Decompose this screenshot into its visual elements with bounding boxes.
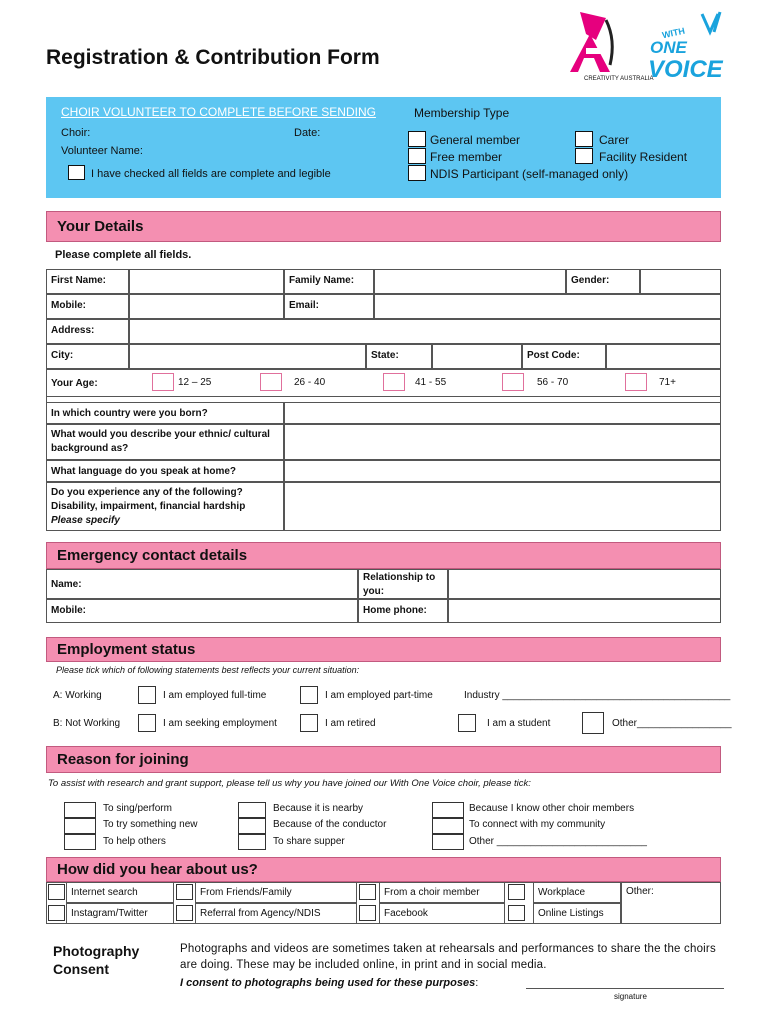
student-label: I am a student (487, 718, 551, 729)
age-12-25-checkbox[interactable] (152, 373, 174, 391)
with-text: WITH (661, 25, 686, 41)
seeking-checkbox[interactable] (138, 714, 156, 732)
age-26-40-checkbox[interactable] (260, 373, 282, 391)
reason-other-checkbox[interactable] (432, 834, 464, 850)
hear-choir-member-checkbox[interactable] (359, 884, 376, 900)
ndis-label: NDIS Participant (self-managed only) (430, 167, 629, 181)
mobile-label: Mobile: (46, 294, 129, 319)
voice-text: VOICE (648, 56, 723, 83)
hear-other-field[interactable]: Other: (621, 882, 721, 924)
bird-icon (696, 10, 736, 50)
age-12-25-label: 12 – 25 (178, 377, 212, 388)
emergency-mobile-label: Mobile: (46, 599, 358, 623)
facility-label: Facility Resident (599, 150, 688, 164)
reason-instruction: To assist with research and grant support, please tell us why you have joined our With One Voice choir, please tick: (48, 778, 531, 789)
please-specify: Please specify (51, 515, 120, 526)
hear-workplace-label: Workplace (533, 882, 621, 903)
employment-other-label: Other_________________ (612, 718, 732, 729)
reason-know-label: Because I know other choir members (469, 803, 635, 814)
reason-try-label: To try something new (103, 819, 198, 830)
reason-conductor-checkbox[interactable] (238, 818, 266, 834)
hear-instagram-label: Instagram/Twitter (66, 903, 174, 924)
state-label: State: (366, 344, 432, 369)
hear-internet-label: Internet search (66, 882, 174, 903)
home-phone-input[interactable] (448, 599, 721, 623)
full-time-checkbox[interactable] (138, 686, 156, 704)
city-input[interactable] (129, 344, 366, 369)
reason-supper-checkbox[interactable] (238, 834, 266, 850)
full-time-label: I am employed full-time (163, 690, 267, 701)
hear-internet-checkbox[interactable] (48, 884, 65, 900)
experience-label: Do you experience any of the following? Disability, impairment, financial hardship (51, 487, 246, 512)
gender-input[interactable] (640, 269, 721, 294)
choir-label: Choir: (61, 127, 91, 139)
photo-heading: Photography Consent (53, 943, 140, 977)
one-text: ONE (650, 38, 687, 57)
free-member-label: Free member (430, 150, 503, 164)
hear-instagram-checkbox[interactable] (48, 905, 65, 921)
email-label: Email: (284, 294, 374, 319)
student-checkbox[interactable] (458, 714, 476, 732)
gender-label: Gender: (566, 269, 640, 294)
logos (566, 10, 746, 92)
employment-heading: Employment status (46, 637, 721, 662)
mobile-input[interactable] (129, 294, 284, 319)
part-time-checkbox[interactable] (300, 686, 318, 704)
retired-checkbox[interactable] (300, 714, 318, 732)
hear-referral-label: Referral from Agency/NDIS (195, 903, 357, 924)
reason-nearby-checkbox[interactable] (238, 802, 266, 818)
not-working-label: B: Not Working (53, 718, 121, 729)
experience-input[interactable] (284, 482, 721, 531)
emergency-name-label: Name: (46, 569, 358, 599)
reason-connect-label: To connect with my community (469, 819, 606, 830)
form-title: Registration & Contribution Form (46, 46, 380, 69)
postcode-label: Post Code: (522, 344, 606, 369)
reason-help-checkbox[interactable] (64, 834, 96, 850)
your-details-heading: Your Details (46, 211, 721, 242)
reason-conductor-label: Because of the conductor (273, 819, 387, 830)
general-member-label: General member (430, 133, 521, 147)
carer-label: Carer (599, 133, 630, 147)
hear-friends-label: From Friends/Family (195, 882, 357, 903)
reason-help-label: To help others (103, 836, 166, 847)
employment-instruction: Please tick which of following statements best reflects your current situation: (56, 665, 360, 675)
seeking-label: I am seeking employment (163, 718, 277, 729)
country-label: In which country were you born? (46, 402, 284, 424)
family-name-input[interactable] (374, 269, 566, 294)
volunteer-box (46, 97, 721, 198)
age-26-40-label: 26 - 40 (294, 377, 326, 388)
signature-line[interactable] (526, 988, 724, 989)
age-56-70-checkbox[interactable] (502, 373, 524, 391)
email-input[interactable] (374, 294, 721, 319)
state-input[interactable] (432, 344, 522, 369)
reason-try-checkbox[interactable] (64, 818, 96, 834)
ethnic-input[interactable] (284, 424, 721, 460)
reason-connect-checkbox[interactable] (432, 818, 464, 834)
photo-text: Photographs and videos are sometimes taken at rehearsals and performances to share the the choirs are doing. These may be included online, in print and in social media. (180, 943, 716, 971)
industry-field[interactable]: Industry _________________________________________ (464, 690, 731, 701)
first-name-label: First Name: (46, 269, 129, 294)
age-56-70-label: 56 - 70 (537, 377, 569, 388)
volunteer-heading: CHOIR VOLUNTEER TO COMPLETE BEFORE SENDING (61, 105, 376, 119)
carer-checkbox[interactable] (575, 131, 593, 147)
hear-workplace-checkbox[interactable] (508, 884, 525, 900)
membership-heading: Membership Type (414, 106, 510, 120)
ethnic-label: What would you describe your ethnic/ cultural background as? (46, 424, 284, 460)
hear-referral-checkbox[interactable] (176, 905, 193, 921)
photo-consent-text: I consent to photographs being used for these purposes (180, 977, 476, 989)
general-member-checkbox[interactable] (408, 131, 426, 147)
postcode-input[interactable] (606, 344, 721, 369)
relationship-input[interactable] (448, 569, 721, 599)
hear-online-label: Online Listings (533, 903, 621, 924)
free-member-checkbox[interactable] (408, 148, 426, 164)
family-name-label: Family Name: (284, 269, 374, 294)
part-time-label: I am employed part-time (325, 690, 433, 701)
hear-facebook-label: Facebook (379, 903, 505, 924)
emergency-heading: Emergency contact details (46, 542, 721, 569)
experience-cell (46, 482, 284, 531)
reason-nearby-label: Because it is nearby (273, 803, 364, 814)
reason-know-checkbox[interactable] (432, 802, 464, 818)
age-41-55-label: 41 - 55 (415, 377, 447, 388)
home-phone-label: Home phone: (358, 599, 448, 623)
reason-supper-label: To share supper (273, 836, 345, 847)
photo-consent-colon: : (475, 977, 479, 989)
creativity-text: CREATIVITY AUSTRALIA (584, 76, 654, 82)
hear-friends-checkbox[interactable] (176, 884, 193, 900)
age-71-label: 71+ (659, 377, 676, 388)
hear-choir-member-label: From a choir member (379, 882, 505, 903)
reason-sing-checkbox[interactable] (64, 802, 96, 818)
retired-label: I am retired (325, 718, 376, 729)
country-input[interactable] (284, 402, 721, 424)
relationship-label: Relationship to you: (358, 569, 448, 599)
reason-other-label: Other ___________________________ (469, 836, 647, 847)
working-label: A: Working (53, 690, 102, 701)
ndis-checkbox[interactable] (408, 165, 426, 181)
signature-label: signature (614, 992, 647, 1001)
employment-other-checkbox[interactable] (582, 712, 604, 734)
city-label: City: (46, 344, 129, 369)
date-label: Date: (294, 127, 321, 139)
facility-checkbox[interactable] (575, 148, 593, 164)
volunteer-name-label: Volunteer Name: (61, 145, 143, 157)
hear-facebook-checkbox[interactable] (359, 905, 376, 921)
photo-consent-label (180, 977, 478, 989)
complete-all-fields: Please complete all fields. (55, 249, 192, 261)
reason-heading: Reason for joining (46, 746, 721, 773)
age-41-55-checkbox[interactable] (383, 373, 405, 391)
reason-sing-label: To sing/perform (103, 803, 172, 814)
address-input[interactable] (129, 319, 721, 344)
age-71-checkbox[interactable] (625, 373, 647, 391)
hear-online-checkbox[interactable] (508, 905, 525, 921)
first-name-input[interactable] (129, 269, 284, 294)
age-label: Your Age: (51, 378, 98, 389)
address-label: Address: (46, 319, 129, 344)
language-label: What language do you speak at home? (46, 460, 284, 482)
language-input[interactable] (284, 460, 721, 482)
checked-checkbox[interactable] (68, 165, 85, 180)
hear-heading: How did you hear about us? (46, 857, 721, 882)
checked-label: I have checked all fields are complete and legible (91, 168, 331, 180)
